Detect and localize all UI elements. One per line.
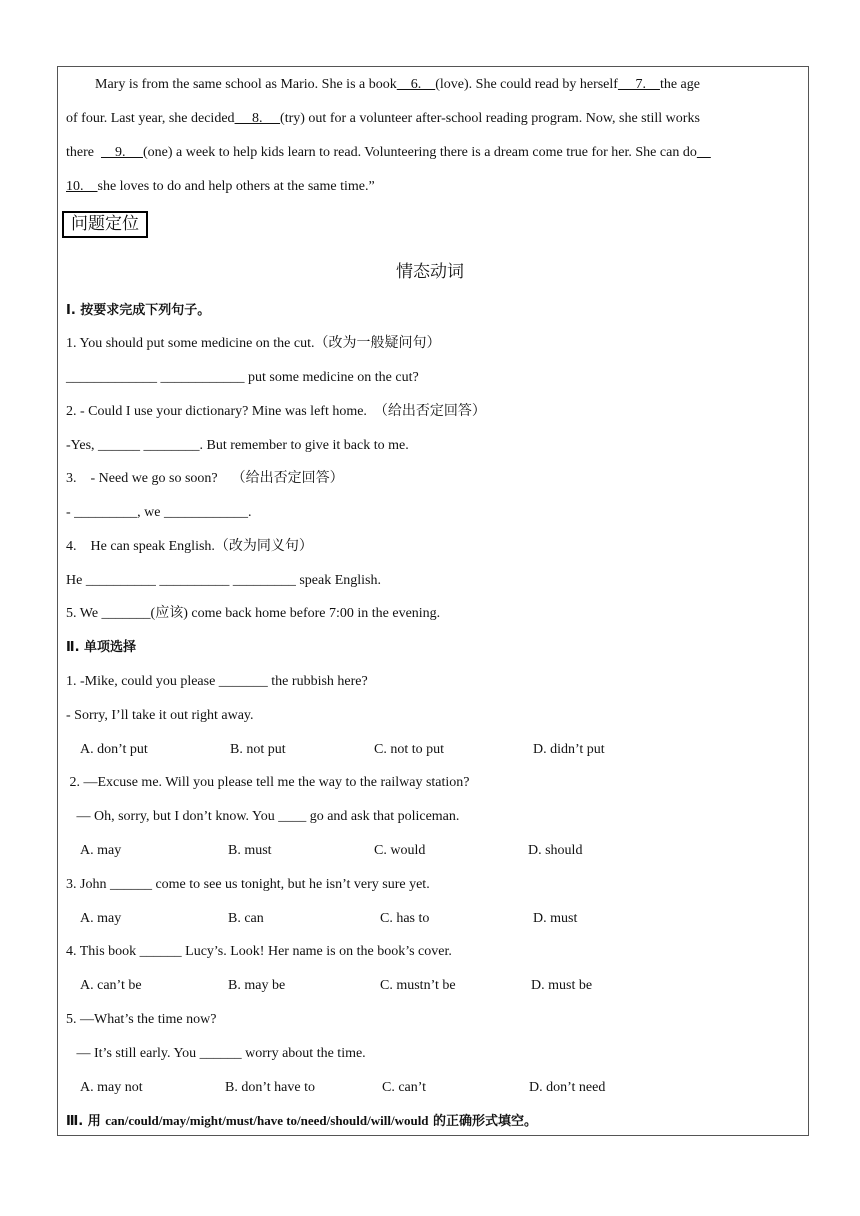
passage-line-4: 10. she loves to do and help others at the same time.” bbox=[66, 179, 375, 194]
option-c: C. not to put bbox=[374, 742, 445, 757]
option-b: B. may be bbox=[228, 978, 286, 993]
option-b: B. must bbox=[228, 843, 272, 858]
option-b: B. can bbox=[228, 911, 264, 926]
passage-line-2: of four. Last year, she decided 8. (try) out for a volunteer after-school reading program. Now, she still works bbox=[66, 111, 700, 126]
s2-q5-reply: — It’s still early. You ______ worry about the time. bbox=[66, 1046, 366, 1061]
section3-heading: Ⅲ. 用 can/could/may/might/must/have to/need/should/will/would 的正确形式填空。 bbox=[66, 1113, 538, 1129]
s1-q2: 2. - Could I use your dictionary? Mine was left home. （给出否定回答） bbox=[66, 404, 486, 419]
s2-q2: 2. —Excuse me. Will you please tell me the way to the railway station? bbox=[66, 775, 470, 790]
section1-heading: Ⅰ. 按要求完成下列句子。 bbox=[66, 303, 211, 318]
s2-q2-reply: — Oh, sorry, but I don’t know. You ____ go and ask that policeman. bbox=[66, 809, 460, 824]
passage-line-3: there 9. (one) a week to help kids learn to read. Volunteering there is a dream come true for her. She can do bbox=[66, 144, 711, 161]
s1-q3-answer: - _________, we ____________. bbox=[66, 505, 252, 520]
s2-q5: 5. —What’s the time now? bbox=[66, 1012, 217, 1027]
s1-q2-answer: -Yes, ______ ________. But remember to give it back to me. bbox=[66, 438, 409, 453]
s1-q1: 1. You should put some medicine on the cut.（改为一般疑问句） bbox=[66, 336, 441, 351]
s1-q4-answer: He __________ __________ _________ speak English. bbox=[66, 573, 381, 588]
s2-q1-reply: - Sorry, I’ll take it out right away. bbox=[66, 708, 254, 723]
section-title: 情态动词 bbox=[396, 262, 464, 282]
option-c: C. would bbox=[374, 843, 426, 858]
s1-q4: 4. He can speak English.（改为同义句） bbox=[66, 539, 313, 554]
option-a: A. can’t be bbox=[80, 978, 142, 993]
blank-6: 6. bbox=[396, 77, 436, 92]
option-a: A. may bbox=[80, 843, 122, 858]
option-d: D. didn’t put bbox=[533, 742, 605, 757]
option-d: D. don’t need bbox=[529, 1080, 606, 1095]
option-c: C. mustn’t be bbox=[380, 978, 456, 993]
blank-8: 8. bbox=[234, 111, 281, 126]
s1-q3: 3. - Need we go so soon? （给出否定回答） bbox=[66, 471, 344, 486]
option-d: D. must bbox=[533, 911, 578, 926]
option-a: A. may not bbox=[80, 1080, 143, 1095]
problem-location-tag: 问题定位 bbox=[62, 211, 148, 238]
option-b: B. not put bbox=[230, 742, 286, 757]
worksheet-frame bbox=[57, 66, 809, 1136]
passage-line-1: Mary is from the same school as Mario. She is a book 6. (love). She could read by herself 7. the age bbox=[95, 77, 700, 92]
blank-10: 10. bbox=[66, 179, 98, 194]
blank-9: 9. bbox=[100, 145, 143, 160]
s2-q1: 1. -Mike, could you please _______ the rubbish here? bbox=[66, 674, 368, 689]
s2-q3: 3. John ______ come to see us tonight, but he isn’t very sure yet. bbox=[66, 877, 430, 892]
option-b: B. don’t have to bbox=[225, 1080, 315, 1095]
blank-10-start bbox=[697, 145, 711, 160]
blank-7: 7. bbox=[617, 77, 660, 92]
option-c: C. can’t bbox=[382, 1080, 427, 1095]
option-d: D. should bbox=[528, 843, 583, 858]
option-d: D. must be bbox=[531, 978, 593, 993]
option-c: C. has to bbox=[380, 911, 430, 926]
s1-q5: 5. We _______(应该) come back home before 7:00 in the evening. bbox=[66, 606, 441, 621]
option-a: A. may bbox=[80, 911, 122, 926]
option-a: A. don’t put bbox=[80, 742, 148, 757]
s1-q1-answer: _____________ ____________ put some medicine on the cut? bbox=[66, 370, 419, 385]
s2-q4: 4. This book ______ Lucy’s. Look! Her name is on the book’s cover. bbox=[66, 944, 452, 959]
section2-heading: Ⅱ. 单项选择 bbox=[66, 640, 137, 655]
